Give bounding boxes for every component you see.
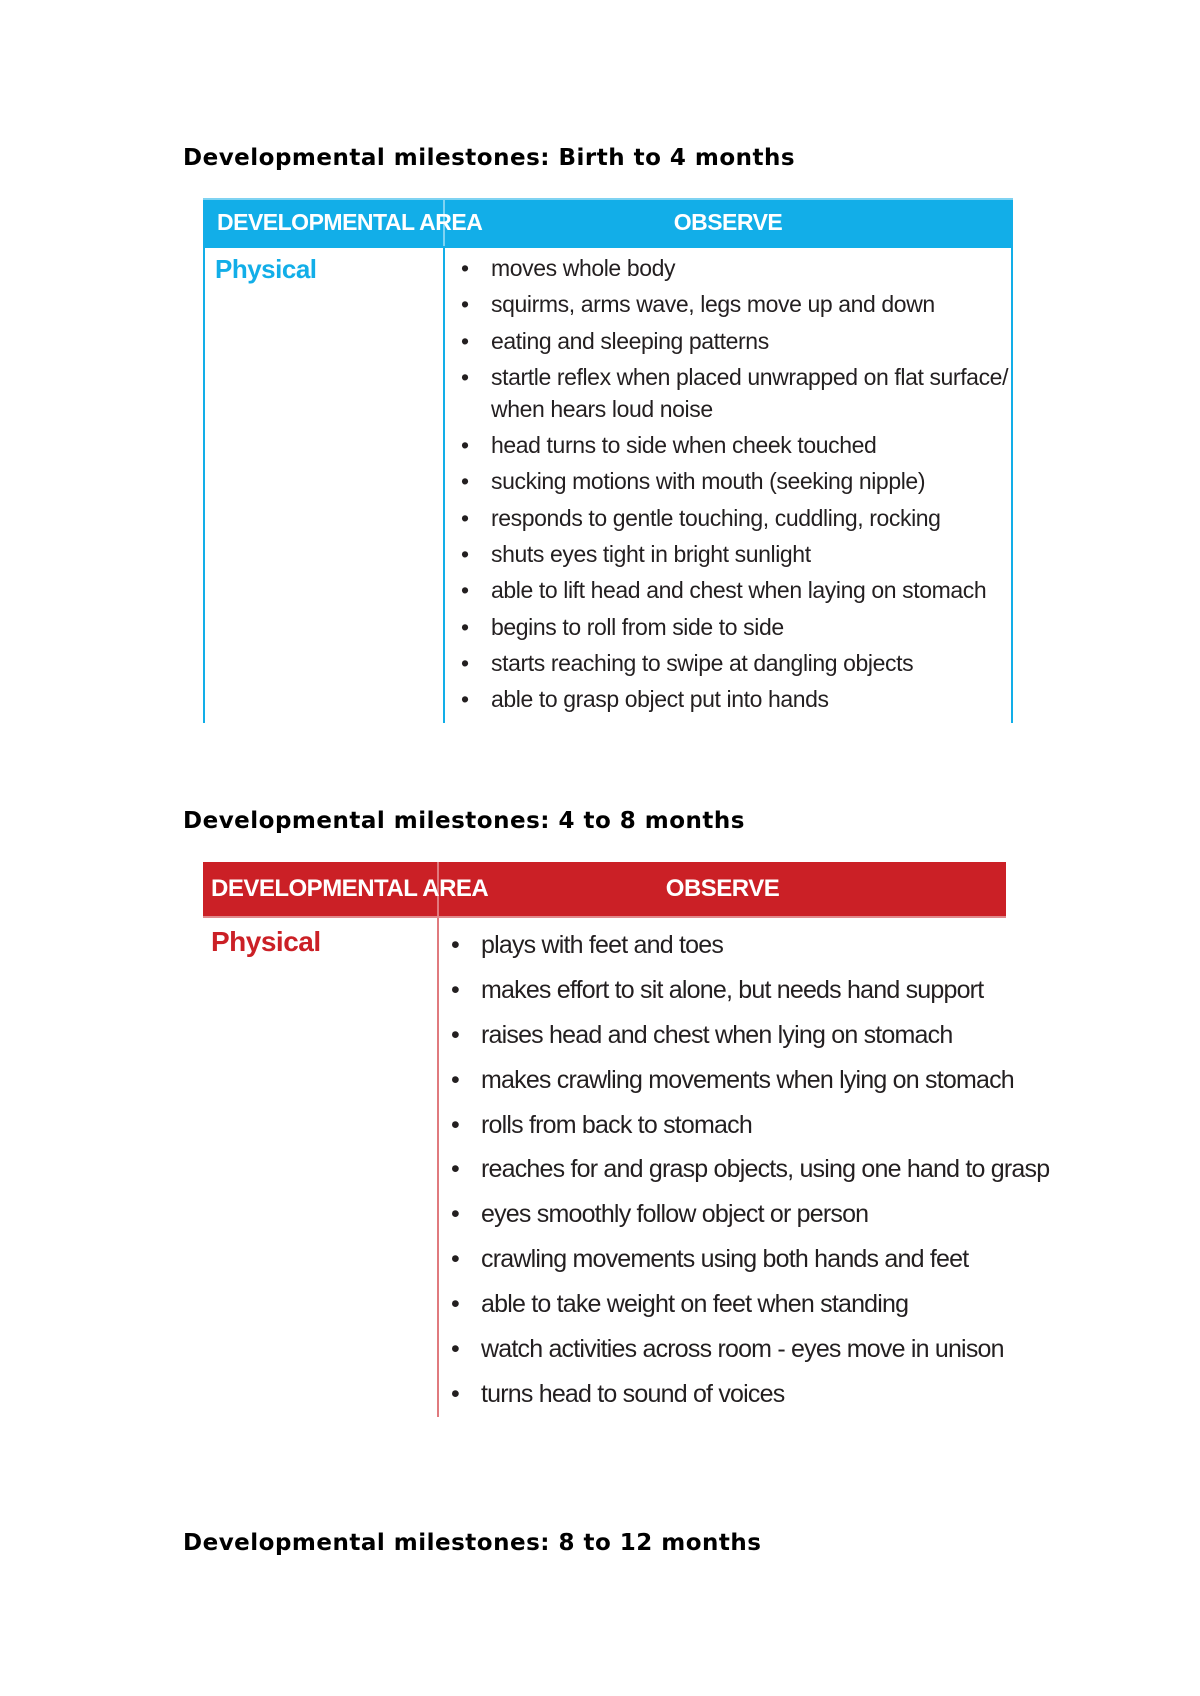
- list-item: • eating and sleeping patterns: [457, 325, 1008, 357]
- header-observe: OBSERVE: [665, 875, 780, 902]
- list-item: • makes crawling movements when lying on stomach: [447, 1063, 1049, 1097]
- header-underline: [203, 916, 1006, 918]
- header-developmental-area: DEVELOPMENTAL AREA: [217, 209, 483, 235]
- list-item: • able to take weight on feet when standing: [447, 1287, 1049, 1321]
- list-item: • moves whole body: [457, 252, 1008, 284]
- list-item: • shuts eyes tight in bright sunlight: [457, 538, 1008, 570]
- list-item: • startle reflex when placed unwrapped on flat surface/: [457, 361, 1008, 393]
- list-item: • reaches for and grasp objects, using one hand to grasp: [447, 1152, 1049, 1186]
- list-item: • makes effort to sit alone, but needs hand support: [447, 973, 1049, 1007]
- observe-list: [447, 928, 1049, 1422]
- observe-list: [457, 252, 1008, 720]
- list-item: • plays with feet and toes: [447, 928, 1049, 962]
- list-item: • raises head and chest when lying on stomach: [447, 1018, 1049, 1052]
- list-item: • sucking motions with mouth (seeking nipple): [457, 465, 1008, 497]
- milestones-table-birth-to-4-months: [203, 198, 1013, 723]
- list-item: • responds to gentle touching, cuddling, rocking: [457, 502, 1008, 534]
- header-observe: OBSERVE: [673, 209, 783, 235]
- header-developmental-area: DEVELOPMENTAL AREA: [211, 875, 489, 902]
- list-item: • able to grasp object put into hands: [457, 683, 1008, 715]
- list-item: • able to lift head and chest when laying on stomach: [457, 574, 1008, 606]
- section-heading-4-to-8-months: Developmental milestones: 4 to 8 months: [183, 808, 745, 834]
- table-column-divider: [443, 246, 445, 723]
- list-item-continuation: when hears loud noise: [491, 395, 713, 422]
- list-item: • eyes smoothly follow object or person: [447, 1197, 1049, 1231]
- list-item: • squirms, arms wave, legs move up and down: [457, 288, 1008, 320]
- header-underline: [203, 246, 1013, 248]
- milestones-table-4-to-8-months: [203, 862, 1050, 1417]
- area-label-physical: Physical: [211, 926, 321, 957]
- table-left-border: [203, 246, 205, 723]
- table-column-divider: [437, 918, 439, 1417]
- area-label-physical: Physical: [215, 254, 317, 284]
- list-item: • begins to roll from side to side: [457, 611, 1008, 643]
- section-heading-8-to-12-months: Developmental milestones: 8 to 12 months: [183, 1530, 762, 1556]
- list-item: • crawling movements using both hands and feet: [447, 1242, 1049, 1276]
- list-item: • starts reaching to swipe at dangling objects: [457, 647, 1008, 679]
- list-item: • turns head to sound of voices: [447, 1377, 1049, 1411]
- table-right-border: [1011, 246, 1013, 723]
- list-item: • watch activities across room - eyes move in unison: [447, 1332, 1049, 1366]
- list-item: • head turns to side when cheek touched: [457, 429, 1008, 461]
- list-item: • rolls from back to stomach: [447, 1108, 1049, 1142]
- section-heading-birth-to-4-months: Developmental milestones: Birth to 4 months: [183, 145, 796, 171]
